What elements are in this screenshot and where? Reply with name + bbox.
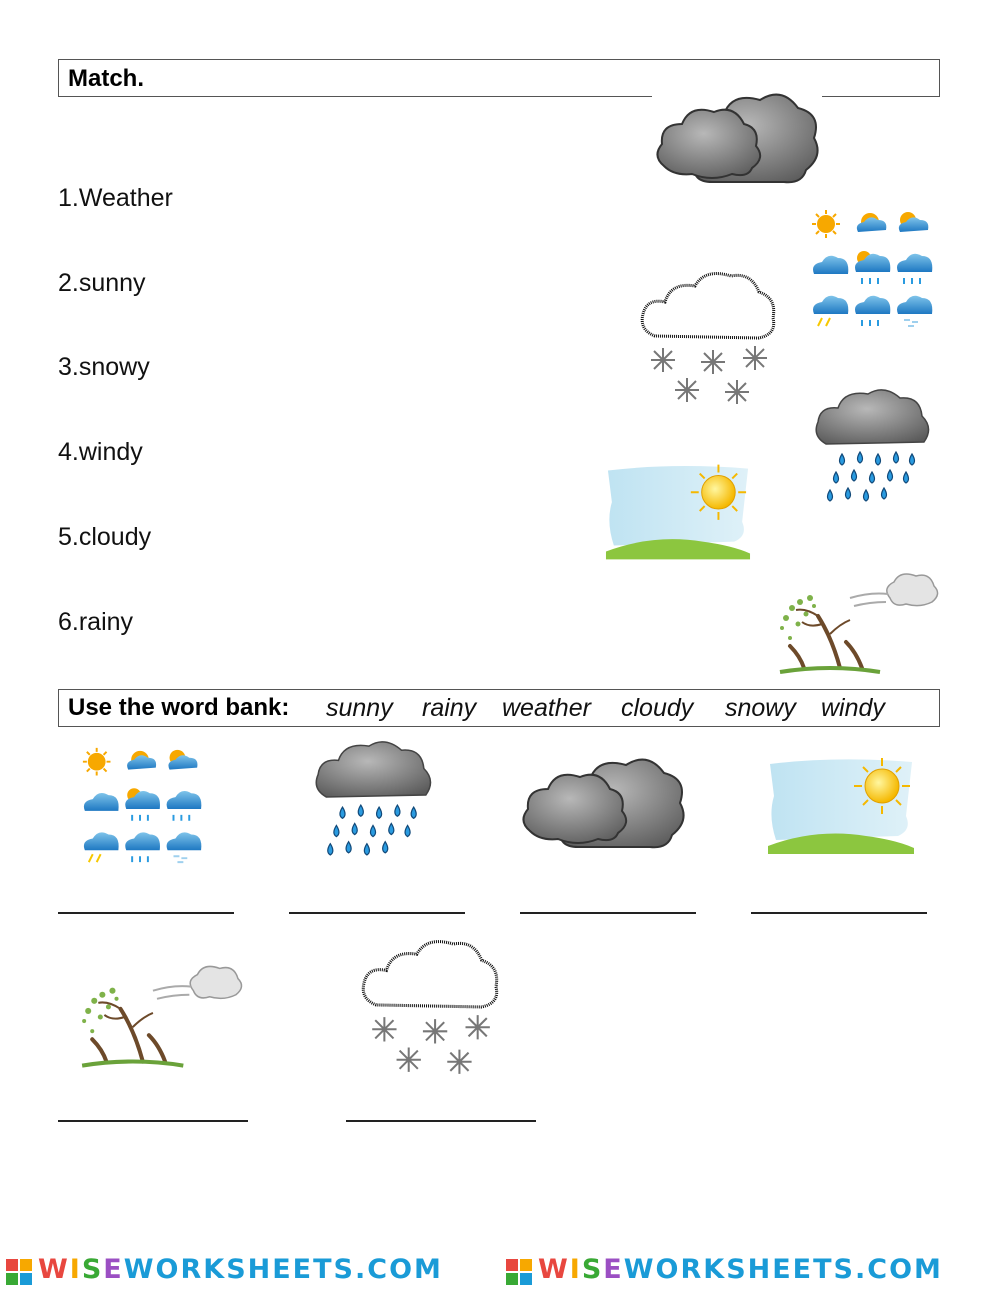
- word-bank-word-windy: windy: [821, 694, 885, 722]
- match-picture-cloudy[interactable]: [652, 74, 822, 194]
- match-picture-windy[interactable]: [770, 568, 940, 678]
- match-item-6: 6.rainy: [58, 608, 134, 636]
- exercise-picture-cloudy: [518, 738, 688, 860]
- exercise-picture-snowy: [356, 938, 502, 1080]
- match-picture-rainy[interactable]: [812, 386, 932, 506]
- match-item-1: 1.Weather: [58, 184, 173, 212]
- word-bank-word-cloudy: cloudy: [621, 694, 694, 722]
- footer-brand-2: WISEWORKSHEETS.COM: [538, 1254, 943, 1285]
- answer-blank-5[interactable]: [58, 1120, 248, 1122]
- brand-logo-icon: [6, 1259, 32, 1285]
- match-item-4: 4.windy: [58, 438, 143, 466]
- word-bank-word-sunny: sunny: [326, 694, 393, 722]
- word-bank-word-weather: weather: [502, 694, 591, 722]
- match-picture-snowy[interactable]: [636, 270, 778, 410]
- answer-blank-3[interactable]: [520, 912, 696, 914]
- answer-blank-6[interactable]: [346, 1120, 536, 1122]
- match-item-5: 5.cloudy: [58, 523, 152, 551]
- brand-logo-icon: [506, 1259, 532, 1285]
- word-bank-label: Use the word bank:: [68, 694, 290, 721]
- match-picture-weather[interactable]: [806, 204, 936, 334]
- word-bank-word-rainy: rainy: [422, 694, 477, 722]
- exercise-picture-weather: [76, 742, 206, 870]
- footer-brand-1: WISEWORKSHEETS.COM: [38, 1254, 443, 1285]
- answer-blank-4[interactable]: [751, 912, 927, 914]
- answer-blank-2[interactable]: [289, 912, 465, 914]
- match-item-3: 3.snowy: [58, 353, 150, 381]
- word-bank-word-snowy: snowy: [725, 694, 796, 722]
- exercise-picture-sunny: [766, 756, 916, 856]
- match-item-2: 2.sunny: [58, 269, 146, 297]
- match-title: Match.: [68, 65, 145, 92]
- match-picture-sunny[interactable]: [604, 462, 752, 562]
- exercise-picture-windy: [72, 960, 244, 1072]
- exercise-picture-rainy: [312, 738, 434, 860]
- answer-blank-1[interactable]: [58, 912, 234, 914]
- word-bank-box: [58, 689, 940, 727]
- footer-watermark: [0, 1253, 1000, 1289]
